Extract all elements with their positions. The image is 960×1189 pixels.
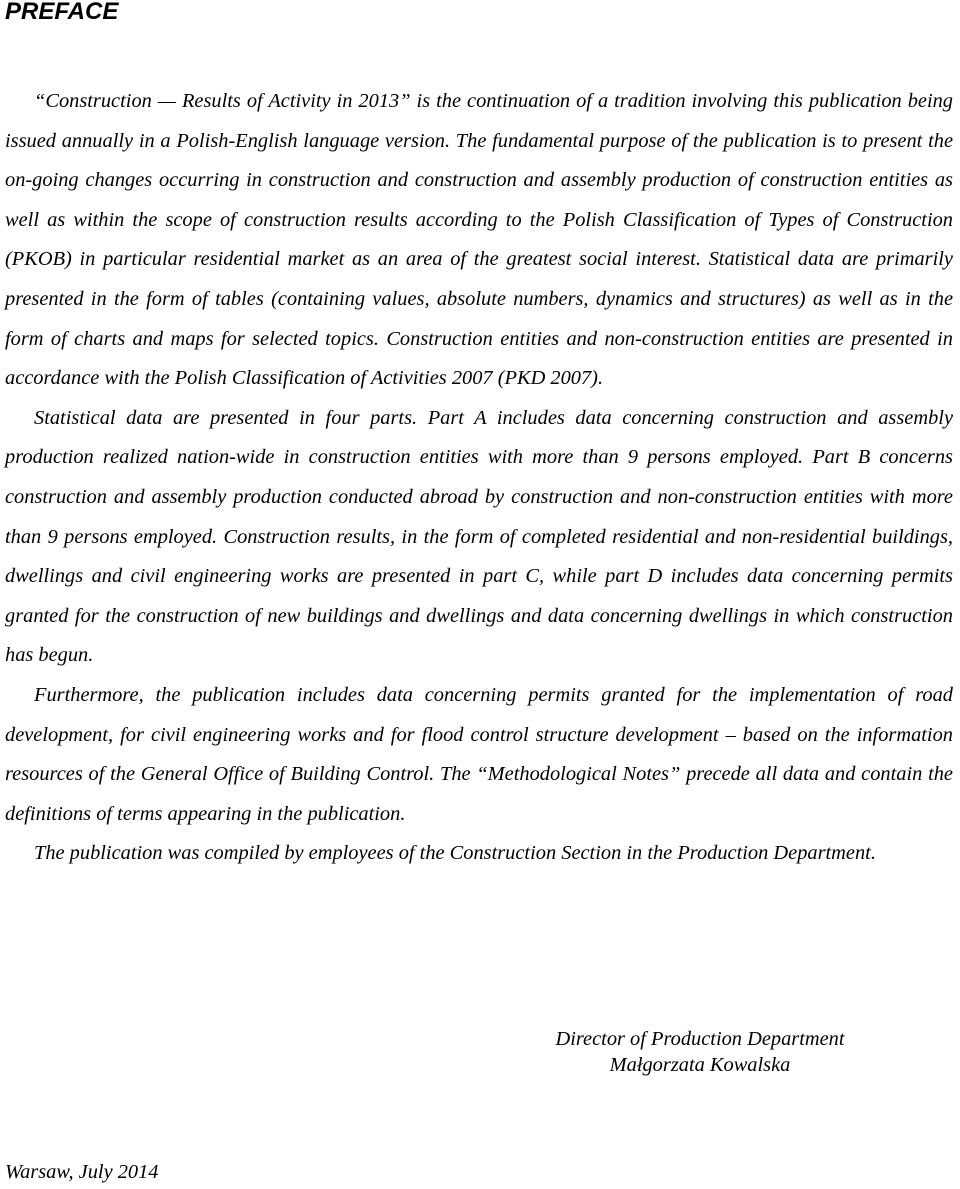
place-and-date: Warsaw, July 2014 [5, 1161, 159, 1183]
signature-name: Małgorzata Kowalska [609, 1054, 791, 1076]
paragraph-permits: Furthermore, the publication includes data concerning permits granted for the implementation of road development, for civil engineering works and for flood control structure development – based on the information resources of the General Office of Building Control. The “Methodological Notes” precede all data and contain the definitions of terms appearing in the publication. [5, 683, 953, 825]
preface-body [5, 82, 953, 874]
paragraph-compiled-by: The publication was compiled by employees of the Construction Section in the Production Department. [34, 842, 876, 865]
paragraph-introduction: “Construction — Results of Activity in 2013” is the continuation of a tradition involving this publication being issued annually in a Polish-English language version. The fundamental purpose of the publication is to present the on-going changes occurring in construction and construction and assembly production of construction entities as well as within the scope of construction results according to the Polish Classification of Types of Construction (PKOB) in particular residential market as an area of the greatest social interest. Statistical data are primarily presented in the form of tables (containing values, absolute numbers, dynamics and structures) as well as in the form of charts and maps for selected topics. Construction entities and non-construction entities are presented in accordance with the Polish Classification of Activities 2007 (PKD 2007). [5, 90, 953, 390]
page-title: PREFACE [5, 0, 119, 25]
signature-title: Director of Production Department [555, 1028, 845, 1050]
signature-block [480, 1026, 920, 1078]
paragraph-parts: Statistical data are presented in four parts. Part A includes data concerning construction and assembly production realized nation-wide in construction entities with more than 9 persons employed. Part B concerns construction and assembly production conducted abroad by construction and non-construction entities with more than 9 persons employed. Construction results, in the form of completed residential and non-residential buildings, dwellings and civil engineering works are presented in part C, while part D includes data concerning permits granted for the construction of new buildings and dwellings and data concerning dwellings in which construction has begun. [5, 406, 953, 667]
